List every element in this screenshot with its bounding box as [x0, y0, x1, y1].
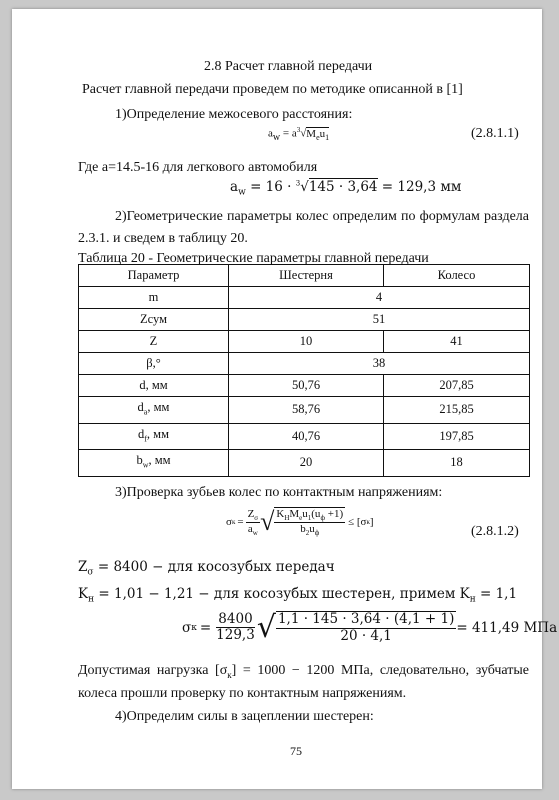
table-row: [79, 450, 530, 477]
table-row: [79, 423, 530, 450]
gear-cell: 40,76: [229, 423, 384, 450]
wheel-cell: 197,85: [384, 423, 530, 450]
param-cell: $b_w$, мм: [79, 450, 229, 477]
table-row: [79, 375, 530, 397]
param-cell: $d_f$, мм: [79, 423, 229, 450]
formula-number-2-8-1-2: (2.8.1.2): [471, 524, 519, 539]
wheel-cell: 207,85: [384, 375, 530, 397]
header-cell: Колесо: [384, 265, 530, 287]
param-cell: Z: [79, 331, 229, 353]
table-header-row: [79, 265, 530, 287]
param-cell: $d_a$, мм: [79, 397, 229, 424]
step2-line2: 2.3.1. и сведем в таблицу 20.: [78, 231, 248, 246]
param-cell: d, мм: [79, 375, 229, 397]
param-cell: Zсум: [79, 309, 229, 331]
step4-heading: 4)Определим силы в зацеплении шестерен:: [115, 709, 374, 724]
gear-cell: 20: [229, 450, 384, 477]
center-distance-calc: $a_w = 16 \cdot ^3√145 \cdot 3,64 = 129,3$ мм: [230, 179, 462, 198]
formula-contact-stress: σ к = $\frac{Z_\sigma}{a_w}$ √ $\frac{K_HM_eu_1(u_ф +1)}{b_2u_ф}$ ≤ [σ к ]: [226, 507, 374, 538]
allowable-load-line1: Допустимая нагрузка $[\sigma_к] = 1000 - 1200$ МПа, следовательно, зубчатые: [78, 663, 529, 680]
gear-cell: 58,76: [229, 397, 384, 424]
gear-cell: 10: [229, 331, 384, 353]
param-cell: m: [79, 287, 229, 309]
intro-paragraph: Расчет главной передачи проведем по методике описанной в [1]: [82, 82, 463, 97]
table-row: [79, 353, 530, 375]
value-cell: 38: [229, 353, 530, 375]
section-title: 2.8 Расчет главной передачи: [204, 59, 373, 74]
value-cell: 51: [229, 309, 530, 331]
formula-number-2-8-1-1: (2.8.1.1): [471, 126, 519, 141]
gear-cell: 50,76: [229, 375, 384, 397]
formula-center-distance: $a_w = a^3√M_eu_1$: [268, 126, 330, 143]
table-row: [79, 287, 530, 309]
param-cell: β,°: [79, 353, 229, 375]
page-number: 75: [290, 744, 302, 758]
where-line: Где a=14.5-16 для легкового автомобиля: [78, 160, 318, 175]
table-row: [79, 397, 530, 424]
wheel-cell: 215,85: [384, 397, 530, 424]
z-sigma-line: $Z_\sigma = 8400$ − для косозубых передач: [78, 559, 335, 578]
header-cell: Параметр: [79, 265, 229, 287]
wheel-cell: 41: [384, 331, 530, 353]
gear-parameters-table: [78, 264, 530, 477]
header-cell: Шестерня: [229, 265, 384, 287]
value-cell: 4: [229, 287, 530, 309]
table-row: [79, 309, 530, 331]
table-row: [79, 331, 530, 353]
allowable-load-line2: колеса прошли проверку по контактным напряжениям.: [78, 686, 407, 701]
document-page: [12, 9, 558, 789]
table-caption: Таблица 20 - Геометрические параметры главной передачи: [78, 251, 429, 266]
step3-heading: 3)Проверка зубьев колес по контактным напряжениям:: [115, 485, 443, 500]
contact-stress-calc: σ к = $\frac{8400}{129,3}$ √ $\frac{1,1 \cdot 145 \cdot 3,64 \cdot (4,1 + 1)}{20 \cdot 4,1}$ = 411,49 МПа: [182, 609, 558, 645]
k-h-line: $K_н = 1,01 - 1,21$ − для косозубых шестерен, примем $K_н = 1,1$: [78, 586, 518, 605]
wheel-cell: 18: [384, 450, 530, 477]
step2-line1: 2)Геометрические параметры колес определим по формулам раздела: [115, 209, 529, 224]
step1-heading: 1)Определение межосевого расстояния:: [115, 107, 353, 122]
